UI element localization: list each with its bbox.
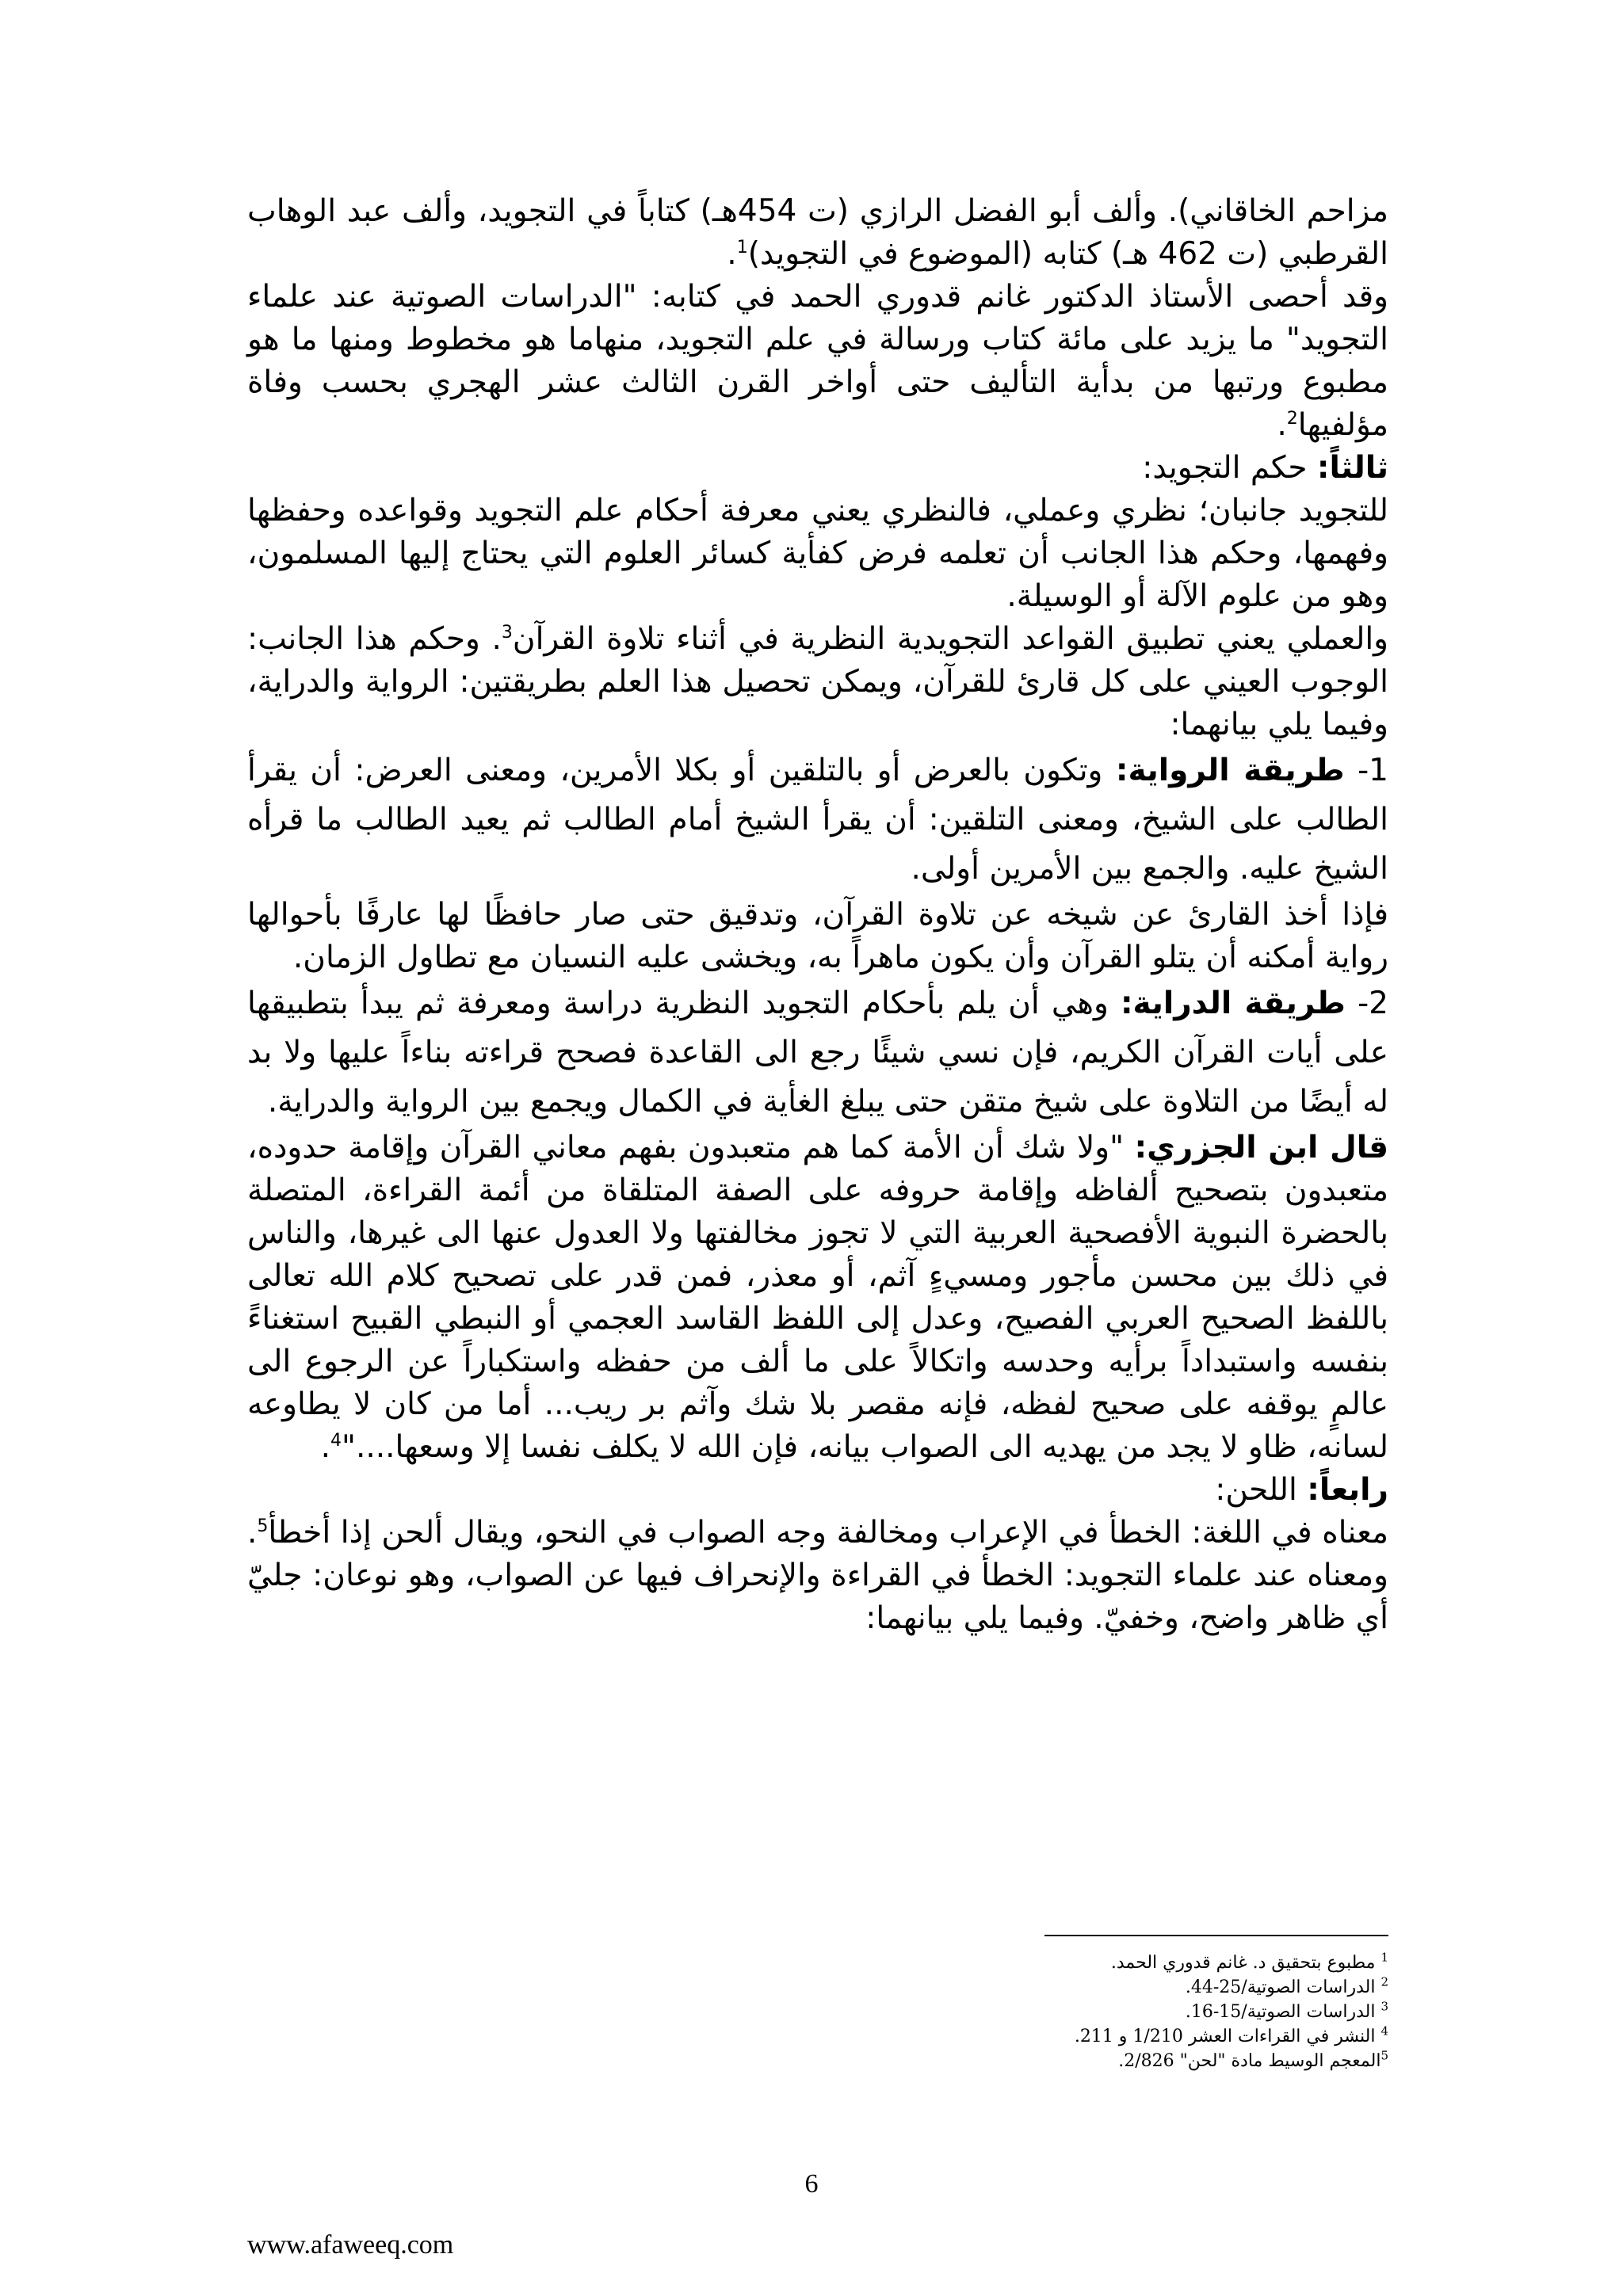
footnote-4	[596, 2024, 1388, 2049]
ibn-jazari-lead: قال ابن الجزري:	[1134, 1130, 1388, 1165]
riwaya-text: وتكون بالعرض أو بالتلقين أو بكلا الأمرين، ومعنى العرض: أن يقرأ الطالب على الشيخ، ومعنى التلقين: أن يقرأ الشيخ أمام الطالب ثم يعيد الطالب ما قرأه الشيخ عليه. والجمع بين الأمرين أولى.	[247, 753, 1388, 887]
footnote-2	[596, 1975, 1388, 2000]
paragraph-3: للتجويد جانبان؛ نظري وعملي، فالنظري يعني معرفة أحكام علم التجويد وقواعده وحفظها وفهمها، وحكم هذا الجانب أن تعلمه فرض كفأية كسائر العلوم التي يحتاج إليها المسلمون، وهو من علوم الآلة أو الوسيلة.	[247, 493, 1388, 614]
paragraph-6: فإذا أخذ القارئ عن شيخه عن تلاوة القرآن، وتدقيق حتى صار حافظًا لها عارفًا بأحوالها رواية أمكنه أن يتلو القرآن وأن يكون ماهراً به، ويخشى عليه النسيان مع تطاول الزمان.	[247, 897, 1388, 975]
paragraph-4-text-b: . وحكم هذا الجانب: الوجوب العيني على كل قارئ للقرآن، ويمكن تحصيل هذا العلم بطريقتين: الرواية والدراية، وفيما يلي بيانهما:	[247, 621, 1388, 742]
heading-third-number: ثالثاً:	[1316, 450, 1388, 486]
footnote-ref-4[interactable]: 4	[330, 1431, 342, 1451]
paragraph-2-end: .	[1277, 407, 1287, 443]
diraya-text: وهي أن يلم بأحكام التجويد النظرية دراسة ومعرفة ثم يبدأ بتطبيقها على أيات القرآن الكريم، فإن نسي شيئًا رجع الى القاعدة فصحح قراءته بناءاً عليها ولا بد له أيضًا من التلاوة على شيخ متقن حتى يبلغ الغأية في الكمال ويجمع بين الرواية والدراية.	[247, 986, 1388, 1119]
footnote-ref-3[interactable]: 3	[501, 623, 513, 643]
page-body	[247, 190, 1388, 1640]
footnote-3	[596, 2000, 1388, 2024]
paragraph-9-text-b: . ومعناه عند علماء التجويد: الخطأ في القراءة والإنحراف فيها عن الصواب، وهو نوعان: جليّ أي ظاهر واضح، وخفيّ. وفيما يلي بيانهما:	[247, 1515, 1388, 1636]
footnote-1	[596, 1951, 1388, 1975]
heading-fourth-title: اللحن:	[1215, 1472, 1308, 1508]
heading-fourth-number: رابعاً:	[1307, 1472, 1388, 1508]
footnote-separator	[1044, 1935, 1388, 1936]
paragraph-1-text: مزاحم الخاقاني). وألف أبو الفضل الرازي (ت 454هـ) كتاباً في التجويد، وألف عبد الوهاب القرطبي (ت 462 هـ) كتابه (الموضوع في التجويد)	[247, 193, 1388, 272]
footnote-4-text: النشر في القراءات العشر 1/210 و 211.	[1074, 2027, 1381, 2046]
paragraph-4	[247, 618, 1388, 746]
paragraph-1-end: .	[727, 236, 737, 272]
paragraph-ibn-jazari	[247, 1127, 1388, 1469]
footnotes	[596, 1951, 1388, 2073]
paragraph-diraya	[247, 979, 1388, 1127]
website-link[interactable]: www.afaweeq.com	[247, 2230, 454, 2260]
footnote-ref-1[interactable]: 1	[736, 238, 748, 257]
list-number-1: 1-	[1344, 753, 1388, 788]
footnote-5-text: المعجم الوسيط مادة "لحن" 2/826.	[1118, 2051, 1381, 2071]
list-number-2: 2-	[1345, 986, 1388, 1021]
footnote-2-number: 2	[1381, 1974, 1388, 1989]
footnote-1-text: مطبوع بتحقيق د. غانم قدوري الحمد.	[1110, 1953, 1381, 1973]
page-number: 6	[804, 2169, 819, 2199]
footnote-3-text: الدراسات الصوتية/15-16.	[1185, 2002, 1381, 2022]
footnote-3-number: 3	[1381, 1999, 1388, 2014]
paragraph-9-text-a: معناه في اللغة: الخطأ في الإعراب ومخالفة وجه الصواب في النحو، ويقال ألحن إذا أخطأ	[268, 1515, 1388, 1550]
paragraph-4-text-a: والعملي يعني تطبيق القواعد التجويدية النظرية في أثناء تلاوة القرآن	[512, 621, 1389, 657]
footnote-5-number: 5	[1381, 2048, 1388, 2063]
paragraph-1	[247, 190, 1388, 276]
footnote-ref-2[interactable]: 2	[1286, 409, 1298, 429]
paragraph-riwaya	[247, 746, 1388, 894]
heading-third	[247, 447, 1388, 490]
footnote-2-text: الدراسات الصوتية/25-44.	[1185, 1978, 1381, 1997]
footnote-ref-5[interactable]: 5	[257, 1516, 269, 1536]
footnote-5	[596, 2049, 1388, 2073]
riwaya-lead: طريقة الرواية:	[1115, 753, 1345, 788]
paragraph-2-text: وقد أحصى الأستاذ الدكتور غانم قدوري الحمد في كتابه: "الدراسات الصوتية عند علماء التجويد" ما يزيد على مائة كتاب ورسالة في علم التجويد، منهاما هو مخطوط ومنها ما هو مطبوع ورتبها من بدأية التأليف حتى أواخر القرن الثالث عشر الهجري بحسب وفاة مؤلفيها	[247, 279, 1388, 443]
ibn-jazari-quote: "ولا شك أن الأمة كما هم متعبدون بفهم معاني القرآن وإقامة حدوده، متعبدون بتصحيح ألفاظه وإقامة حروفه على الصفة المتلقاة من أئمة القراءة، المتصلة بالحضرة النبوية الأفصحية العربية التي لا تجوز مخالفتها ولا العدول عنها الى غيرها، والناس في ذلك بين محسن مأجور ومسيءٍ آثم، أو معذر، فمن قدر على تصحيح كلام الله تعالى باللفظ الصحيح العربي الفصيح، وعدل إلى اللفظ القاسد العجمي أو النبطي القبيح استغناءً بنفسه واستبداداً برأيه وحدسه واتكالاً على ما ألف من حفظه واستكباراً عن الرجوع الى عالمٍ يوقفه على صحيح لفظه، فإنه مقصر بلا شك وآثم بر ريب... أما من كان لا يطاوعه لسانه، ظاو لا يجد من يهديه الى الصواب بيانه، فإن الله لا يكلف نفسا إلا وسعها...."	[247, 1130, 1388, 1465]
heading-fourth	[247, 1469, 1388, 1512]
diraya-lead: طريقة الدراية:	[1120, 986, 1346, 1021]
footnote-1-number: 1	[1381, 1950, 1388, 1965]
footnote-4-number: 4	[1381, 2023, 1388, 2039]
heading-third-title: حكم التجويد:	[1142, 450, 1317, 486]
main-text	[247, 190, 1388, 1640]
paragraph-2	[247, 276, 1388, 447]
paragraph-8-end: .	[320, 1429, 330, 1465]
paragraph-9	[247, 1512, 1388, 1640]
